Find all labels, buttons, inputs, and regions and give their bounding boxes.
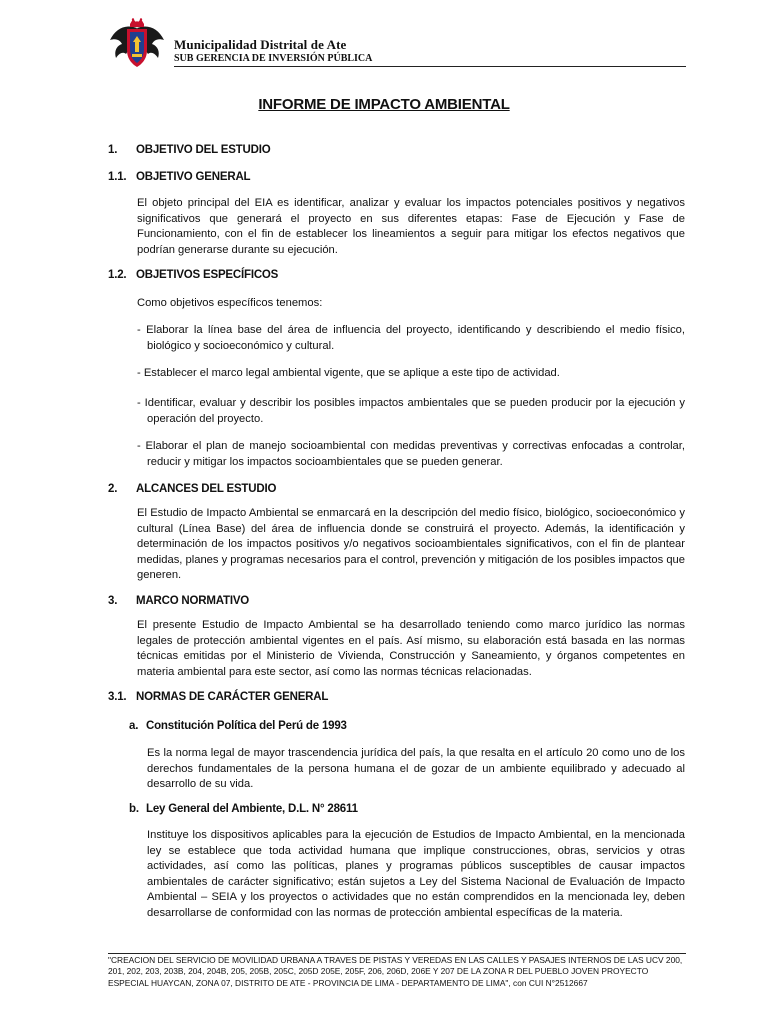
paragraph-objetivo-general: El objeto principal del EIA es identificar, analizar y evaluar los impactos potenciales positivos y negativos significativos que generará el proyecto en sus diferentes etapas: Fase de Ejecución y Fase de Funcionamiento, con el fin de establecer los lineamientos a seguir para mitigar los efectos negativos que podrían generarse durante su ejecución.	[137, 197, 685, 256]
document-title: INFORME DE IMPACTO AMBIENTAL	[258, 96, 510, 113]
section-heading-1	[108, 143, 270, 159]
section-title: NORMAS DE CARÁCTER GENERAL	[136, 691, 329, 703]
municipal-crest-icon	[108, 18, 166, 68]
section-heading-3	[108, 594, 249, 610]
section-heading-3-1	[108, 690, 328, 706]
page-header	[108, 18, 686, 68]
section-number: 1.1.	[108, 171, 127, 183]
section-heading-1-1	[108, 170, 250, 186]
subsection-title: Constitución Política del Perú de 1993	[146, 720, 347, 732]
list-item: - Establecer el marco legal ambiental vigente, que se aplique a este tipo de actividad.	[137, 367, 560, 379]
list-item: - Elaborar la línea base del área de influencia del proyecto, identificando y describiendo el medio físico, biológico y socioeconómico y cultural.	[137, 324, 685, 352]
list-item: - Identificar, evaluar y describir los posibles impactos ambientales que se pueden producir por la ejecución y operación del proyecto.	[137, 397, 685, 425]
subsection-title: Ley General del Ambiente, D.L. N° 28611	[146, 803, 358, 815]
section-heading-2	[108, 482, 276, 498]
section-number: 3.1.	[108, 691, 127, 703]
section-number: 1.	[108, 144, 118, 156]
list-item: - Elaborar el plan de manejo socioambiental con medidas preventivas y correctivas enfocadas a controlar, reducir y mitigar los impactos socioambientales que se pueden generar.	[137, 440, 685, 468]
section-title: OBJETIVOS ESPECÍFICOS	[136, 269, 279, 281]
subsection-heading-a	[129, 719, 347, 735]
organization-subunit: SUB GERENCIA DE INVERSIÓN PÚBLICA	[174, 53, 373, 64]
footer-divider	[108, 953, 686, 954]
section-title: MARCO NORMATIVO	[136, 595, 250, 607]
section-title: OBJETIVO GENERAL	[136, 171, 251, 183]
paragraph-constitucion: Es la norma legal de mayor trascendencia jurídica del país, la que resalta en el artículo 20 como uno de los derechos fundamentales de la persona humana el de gozar de un ambiente equilibrado y adecuado al desarrollo de su vida.	[147, 747, 685, 791]
subsection-letter: b.	[129, 803, 139, 815]
section-number: 3.	[108, 595, 118, 607]
section-title: OBJETIVO DEL ESTUDIO	[136, 144, 271, 156]
subsection-letter: a.	[129, 720, 139, 732]
section-title: ALCANCES DEL ESTUDIO	[136, 483, 277, 495]
paragraph-ley-general: Instituye los dispositivos aplicables para la ejecución de Estudios de Impacto Ambiental, en la mencionada ley se establece que toda actividad humana que implique construcciones, obras, servicios y otras actividades, así como las políticas, planes y programas públicos susceptibles de causar impactos ambientales de carácter significativo; están sujetos a Ley del Sistema Nacional de Evaluación de Impacto Ambiental – SEIA y los proyectos o actividades que no están comprendidos en la mencionada ley, deben desarrollarse de conformidad con las normas de protección ambiental específicas de la materia.	[147, 829, 685, 919]
organization-name: Municipalidad Distrital de Ate	[174, 37, 347, 52]
subsection-heading-b	[129, 802, 358, 818]
section-number: 2.	[108, 483, 118, 495]
page-footer: "CREACION DEL SERVICIO DE MOVILIDAD URBANA A TRAVES DE PISTAS Y VEREDAS EN LAS CALLES Y PASAJES INTERNOS DE LAS UCV 200, 201, 202, 203, 203B, 204, 204B, 205, 205B, 205C, 205D 205E, 205F, 206, 206D, 206E Y 207 DE LA ZONA R DEL PUEBLO JOVEN PROYECTO ESPECIAL HUAYCAN, ZONA 07, DISTRITO DE ATE - PROVINCIA DE LIMA - DEPARTAMENTO DE LIMA", con CUI N°2512667	[108, 955, 683, 988]
section-number: 1.2.	[108, 269, 127, 281]
header-divider	[174, 66, 686, 67]
paragraph-alcances: El Estudio de Impacto Ambiental se enmarcará en la descripción del medio físico, biológico, socioeconómico y cultural (Línea Base) del área de influencia donde se construirá el proyecto. Además, la identificación y determinación de los impactos positivos y/o negativos socioambientales significativos, con el fin de plantear medidas, planes y programas necesarios para el control, prevención y mitigación de los posibles impactos que generen.	[137, 507, 685, 582]
paragraph-marco-normativo: El presente Estudio de Impacto Ambiental se ha desarrollado teniendo como marco jurídico las normas legales de protección ambiental vigentes en el país. Así mismo, su elaboración está basada en las normas técnicas emitidas por el Ministerio de Vivienda, Construcción y Saneamiento, y órganos competentes en materia ambiental para este sector, así como las normas técnicas relacionadas.	[137, 619, 685, 678]
paragraph-intro: Como objetivos específicos tenemos:	[137, 297, 323, 309]
section-heading-1-2	[108, 268, 278, 284]
